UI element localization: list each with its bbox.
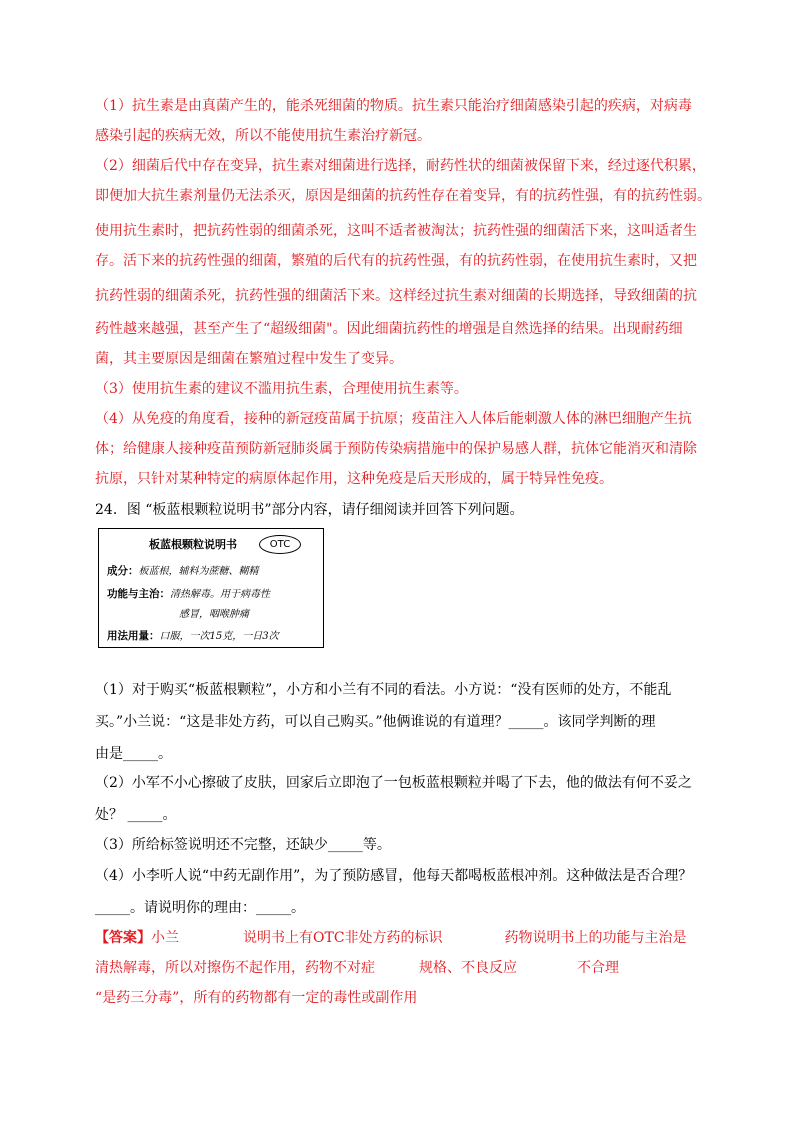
answer-24-line-1	[95, 928, 715, 948]
answer-23-line-2: 感染引起的疾病无效，所以不能使用抗生素治疗新冠。	[95, 128, 431, 144]
q24-1-line-3: 由是_____。	[95, 746, 172, 762]
answer-23-line-7: 抗药性弱的细菌杀死，抗药性强的细菌活下来。这样经过抗生素对细菌的长期选择，导致细菌的抗	[95, 288, 697, 304]
otc-badge: OTC	[259, 535, 301, 554]
q24-2-line-2: 处？ _____。	[95, 807, 177, 823]
label-usage-label: 用法用量：	[107, 630, 160, 642]
answer-24-line-2	[95, 958, 715, 978]
answer-23-line-4: 即便加大抗生素剂量仍无法杀灭，原因是细菌的抗药性存在着变异，有的抗药性强，有的抗药性弱。	[95, 188, 711, 204]
label-function-value-1: 清热解毒。用于病毒性	[170, 589, 270, 600]
q24-4-line-1: （4）小李听人说“中药无副作用”，为了预防感冒，他每天都喝板蓝根冲剂。这种做法是否合理？	[95, 868, 693, 884]
q24-2-line-1: （2）小军不小心擦破了皮肤，回家后立即泡了一包板蓝根颗粒并喝了下去，他的做法有何不妥之	[95, 775, 692, 791]
q24-1-line-2: 买。”小兰说：“这是非处方药，可以自己购买。”他俩谁说的有道理？_____。该同学判断的理	[95, 714, 656, 730]
answer-23-line-5: 使用抗生素时，把抗药性弱的细菌杀死，这叫不适者被淘汰；抗药性强的细菌活下来，这叫适者生	[95, 223, 697, 239]
answer-23-line-9: 菌，其主要原因是细菌在繁殖过程中发生了变异。	[95, 351, 403, 367]
label-function-row-2	[179, 605, 249, 620]
answer-24-a3: 药物说明书上的功能与主治是	[504, 930, 687, 946]
answer-23-line-6: 存。活下来的抗药性强的细菌，繁殖的后代有的抗药性强，有的抗药性弱，在使用抗生素时，又把	[95, 253, 697, 269]
q24-1-line-1: （1）对于购买“板蓝根颗粒”，小方和小兰有不同的看法。小方说：“没有医师的处方，不能乱	[95, 682, 672, 698]
medicine-label-card	[98, 528, 324, 648]
answer-23-line-11: （4）从免疫的角度看，接种的新冠疫苗属于抗原；疫苗注入人体后能刺激人体的淋巴细胞产生抗	[95, 411, 692, 427]
label-function-value-2: 感冒，咽喉肿痛	[179, 609, 249, 620]
answer-23-line-1: （1）抗生素是由真菌产生的，能杀死细菌的物质。抗生素只能治疗细菌感染引起的疾病，对病毒	[95, 98, 692, 114]
label-ingredients-value: 板蓝根，辅料为蔗糖、糊精	[138, 566, 259, 577]
answer-24-a1: 小兰	[151, 930, 179, 946]
answer-24-line-3	[95, 988, 715, 1008]
answer-23-line-8: 药性越来越强，甚至产生了“超级细菌"。因此细菌抗药性的增强是自然选择的结果。出现耐药细	[95, 321, 683, 337]
answer-24-a5: 不合理	[577, 960, 619, 976]
answer-24-a6: “是药三分毒”，所有的药物都有一定的毒性或副作用	[95, 990, 418, 1006]
label-function-row	[107, 585, 270, 601]
q24-3-line-1: （3）所给标签说明还不完整，还缺少_____等。	[95, 837, 391, 853]
answer-23-line-10: （3）使用抗生素的建议不滥用抗生素，合理使用抗生素等。	[95, 381, 468, 397]
answer-23-line-12: 体；给健康人接种疫苗预防新冠肺炎属于预防传染病措施中的保护易感人群，抗体它能消灭和清除	[95, 441, 697, 457]
label-function-label: 功能与主治：	[107, 588, 170, 600]
label-ingredients-row	[107, 562, 259, 578]
q24-4-line-2: _____。请说明你的理由：_____。	[95, 900, 305, 916]
answer-24-a3-cont: 清热解毒，所以对擦伤不起作用，药物不对症	[95, 960, 375, 976]
answer-23-line-3: （2）细菌后代中存在变异，抗生素对细菌进行选择，耐药性状的细菌被保留下来，经过逐代积累，	[95, 158, 706, 174]
answer-24-a4: 规格、不良反应	[419, 960, 517, 976]
label-usage-value: 口服，一次15克，一日3次	[159, 631, 279, 642]
label-ingredients-label: 成分：	[107, 565, 139, 577]
label-usage-row	[107, 627, 279, 643]
answer-24-a2: 说明书上有OTC非处方药的标识	[243, 930, 443, 946]
label-title: 板蓝根颗粒说明书	[149, 538, 237, 551]
question-24-stem: 24．图 “板蓝根颗粒说明书”部分内容，请仔细阅读并回答下列问题。	[95, 502, 524, 518]
answer-23-line-13: 抗原，只针对某种特定的病原体起作用，这种免疫是后天形成的，属于特异性免疫。	[95, 471, 613, 487]
answer-tag: 【答案】	[95, 930, 151, 946]
